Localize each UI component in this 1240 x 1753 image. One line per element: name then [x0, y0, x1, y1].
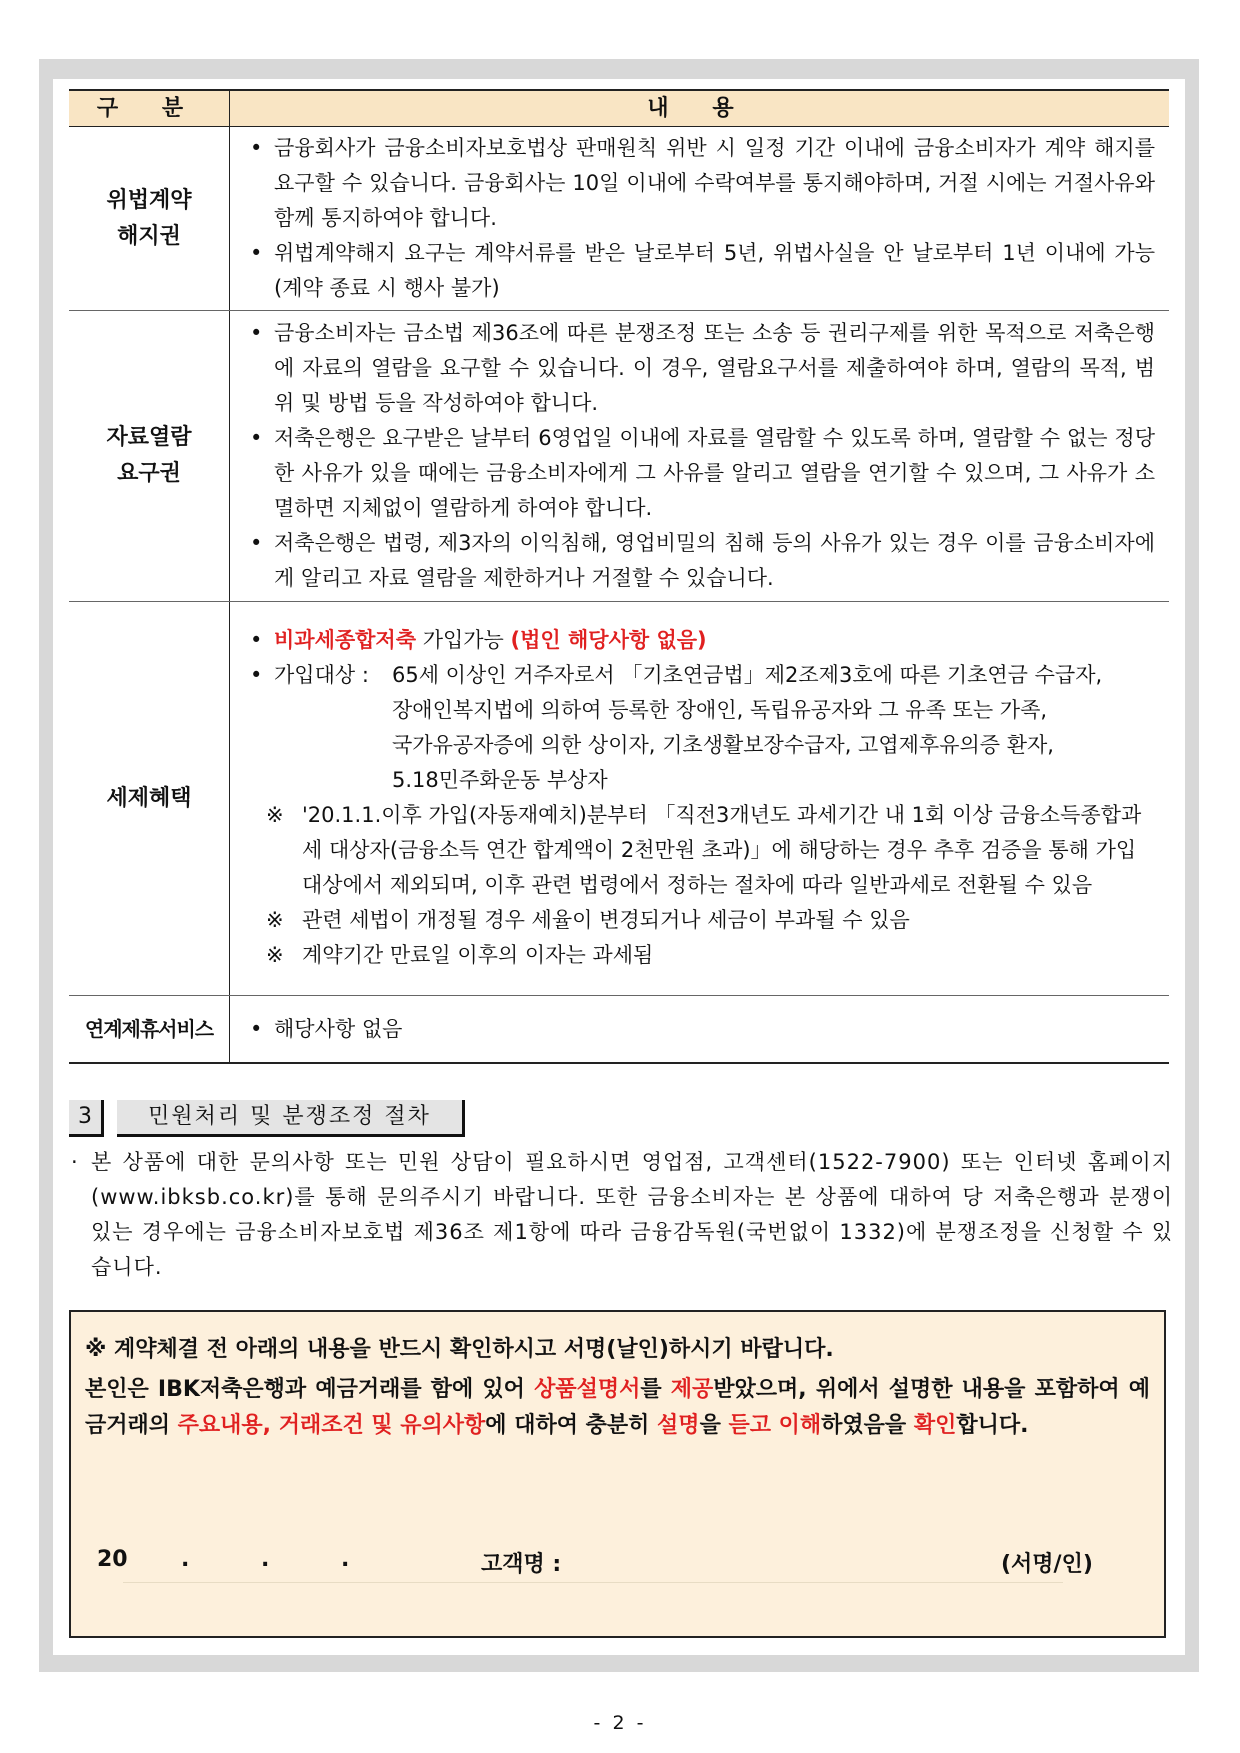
note-item: ※ 계약기간 만료일 이후의 이자는 과세됨	[266, 942, 654, 967]
signature-line[interactable]	[123, 1582, 1063, 1583]
row-content-illegal-contract	[230, 127, 1170, 311]
table-header-row	[69, 90, 1169, 127]
page-number: - 2 -	[593, 1712, 647, 1734]
header-category: 구 분	[69, 90, 230, 127]
section-number: 3	[69, 1100, 104, 1137]
customer-name-label: 고객명 :	[481, 1552, 562, 1577]
bullet-item: • 위법계약해지 요구는 계약서류를 받은 날로부터 5년, 위법사실을 안 날로부터 1년 이내에 가능(계약 종료 시 행사 불가)	[244, 236, 1155, 306]
row-label-illegal-contract: 위법계약 해지권	[69, 127, 230, 311]
confirmation-box	[69, 1310, 1166, 1638]
note-item: ※ '20.1.1.이후 가입(자동재예치)분부터 「직전3개년도 과세기간 내 1회 이상 금융소득종합과세 대상자(금융소득 연간 합계액이 2천만원 초과)」에 해당하는 경우 추후 검증을 통해 가입대상에서 제외되며, 이후 관련 법령에서 정하는 절차에 따라 일반과세로 전환될 수 있음	[266, 802, 1142, 897]
date-year-prefix: 20	[97, 1547, 128, 1572]
date-field-year[interactable]: .	[181, 1547, 190, 1572]
row-label-data-access: 자료열람 요구권	[69, 311, 230, 602]
header-content: 내 용	[230, 90, 1170, 127]
bullet-item: • 비과세종합저축 가입가능 (법인 해당사항 없음)	[244, 623, 1155, 658]
row-content-data-access	[230, 311, 1170, 602]
row-content-tax-benefit	[230, 602, 1170, 996]
note-item: ※ 관련 세법이 개정될 경우 세율이 변경되거나 세금이 부과될 수 있음	[266, 907, 910, 932]
bullet-item: • 해당사항 없음	[244, 1012, 1155, 1047]
confirmation-notice: ※ 계약체결 전 아래의 내용을 반드시 확인하시고 서명(날인)하시기 바랍니다.	[85, 1337, 834, 1362]
section-title: 민원처리 및 분쟁조정 절차	[117, 1100, 465, 1137]
bullet-item: • 금융소비자는 금소법 제36조에 따른 분쟁조정 또는 소송 등 권리구제를 위한 목적으로 저축은행에 자료의 열람을 요구할 수 있습니다. 이 경우, 열람요구서를 제출하여야 하며, 열람의 목적, 범위 및 방법 등을 작성하여야 합니다.	[244, 316, 1155, 421]
date-field-day[interactable]: .	[341, 1547, 350, 1572]
table-row-linked-service	[69, 996, 1169, 1064]
product-info-table	[69, 89, 1169, 1064]
row-content-linked-service	[230, 996, 1170, 1064]
confirmation-statement: 본인은 IBK저축은행과 예금거래를 함에 있어 상품설명서를 제공받았으며, 위에서 설명한 내용을 포함하여 예금거래의 주요내용, 거래조건 및 유의사항에 대하여 충분히 설명을 듣고 이해하였음을 확인합니다.	[85, 1377, 1150, 1438]
bullet-item: • 저축은행은 법령, 제3자의 이익침해, 영업비밀의 침해 등의 사유가 있는 경우 이를 금융소비자에게 알리고 자료 열람을 제한하거나 거절할 수 있습니다.	[244, 526, 1155, 596]
table-row-data-access	[69, 311, 1169, 602]
row-label-tax-benefit: 세제혜택	[69, 602, 230, 996]
row-label-linked-service: 연계제휴서비스	[69, 996, 230, 1064]
table-row-tax-benefit	[69, 602, 1169, 996]
date-field-month[interactable]: .	[261, 1547, 270, 1572]
bullet-item: • 저축은행은 요구받은 날부터 6영업일 이내에 자료를 열람할 수 있도록 하며, 열람할 수 없는 정당한 사유가 있을 때에는 금융소비자에게 그 사유를 알리고 열람을 연기할 수 있으며, 그 사유가 소멸하면 지체없이 열람하게 하여야 합니다.	[244, 421, 1155, 526]
signature-label: (서명/인)	[1001, 1552, 1093, 1577]
eligibility-block: • 가입대상 : 65세 이상인 거주자로서 「기초연금법」제2조제3호에 따른 기초연금 수급자, 장애인복지법에 의하여 등록한 장애인, 독립유공자와 그 유족 또는 가족, 국가유공자증에 의한 상이자, 기초생활보장수급자, 고엽제후유의증 환자, 5.18민주화운동 부상자	[250, 662, 1103, 792]
table-row-illegal-contract	[69, 127, 1169, 311]
section-3-body: · 본 상품에 대한 문의사항 또는 민원 상담이 필요하시면 영업점, 고객센터(1522-7900) 또는 인터넷 홈페이지(www.ibksb.co.kr)를 통해 문의주시기 바랍니다. 또한 금융소비자는 본 상품에 대하여 당 저축은행과 분쟁이 있는 경우에는 금융소비자보호법 제36조 제1항에 따라 금융감독원(국번없이 1332)에 분쟁조정을 신청할 수 있습니다.	[71, 1150, 1173, 1279]
bullet-item: • 금융회사가 금융소비자보호법상 판매원칙 위반 시 일정 기간 이내에 금융소비자가 계약 해지를 요구할 수 있습니다. 금융회사는 10일 이내에 수락여부를 통지해야하며, 거절 시에는 거절사유와 함께 통지하여야 합니다.	[244, 131, 1155, 236]
